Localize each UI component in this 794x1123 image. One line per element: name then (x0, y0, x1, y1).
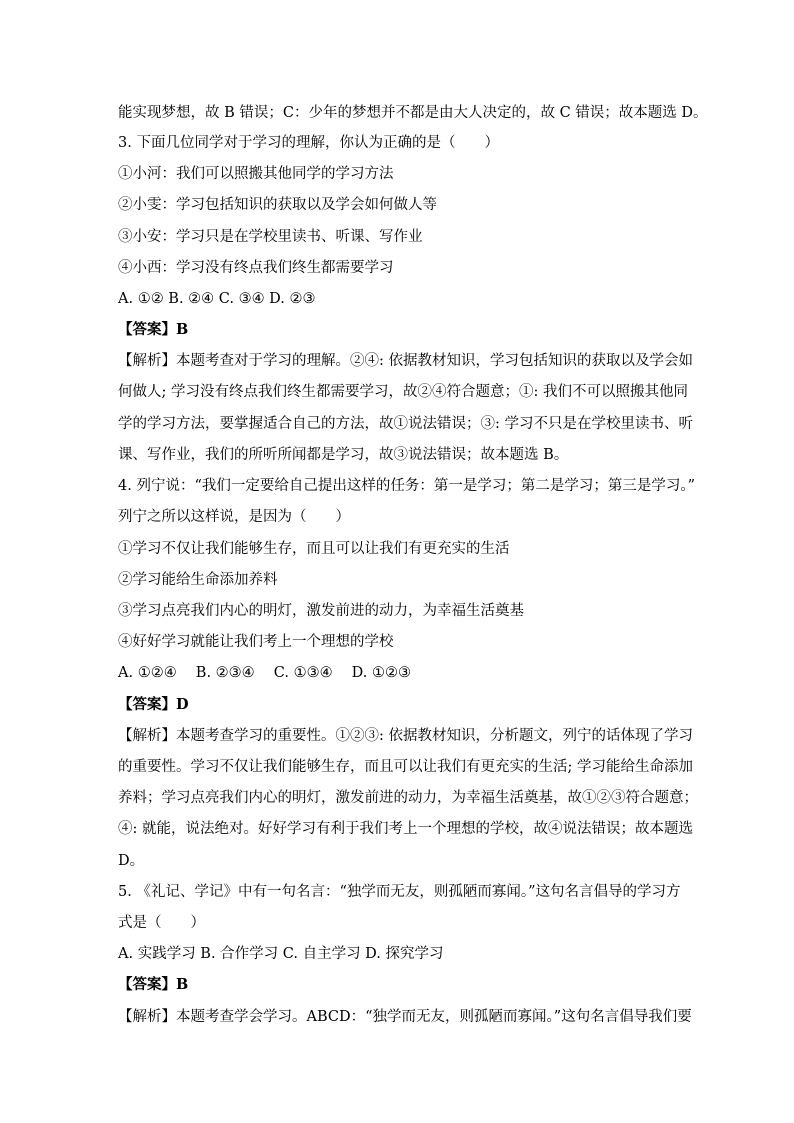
question-4-analysis-line-2: 的重要性。学习不仅让我们能够生存，而且可以让我们有更充实的生活; 学习能给生命添加 (118, 759, 693, 775)
question-4-statement-1: ①学习不仅让我们能够生存，而且可以让我们有更充实的生活 (118, 541, 510, 557)
question-3-analysis-line-3: 学的学习方法，要掌握适合自己的方法，故①说法错误；③: 学习不只是在学校里读书、听 (118, 416, 693, 432)
question-5-options: A. 实践学习 B. 合作学习 C. 自主学习 D. 探究学习 (118, 946, 444, 962)
question-4-statement-2: ②学习能给生命添加养料 (118, 572, 278, 588)
question-4-analysis-line-3: 养料；学习点亮我们内心的明灯，激发前进的动力，为幸福生活奠基，故①②③符合题意； (118, 790, 698, 806)
question-3-statement-4: ④小西：学习没有终点我们终生都需要学习 (118, 260, 394, 276)
question-5-answer: 【答案】B (118, 976, 189, 993)
question-3-analysis-line-1: 【解析】本题考查对于学习的理解。②④: 依据教材知识，学习包括知识的获取以及学会如 (118, 353, 693, 369)
question-3-statement-3: ③小安：学习只是在学校里读书、听课、写作业 (118, 229, 423, 245)
question-4-analysis-line-5: D。 (118, 853, 145, 869)
question-4-statement-3: ③学习点亮我们内心的明灯，激发前进的动力，为幸福生活奠基 (118, 603, 524, 619)
question-3-options: A. ①② B. ②④ C. ③④ D. ②③ (118, 291, 316, 307)
question-3-statement-2: ②小雯：学习包括知识的获取以及学会如何做人等 (118, 197, 437, 213)
question-3-analysis-line-2: 何做人; 学习没有终点我们终生都需要学习，故②④符合题意；①: 我们不可以照搬其他同 (118, 384, 688, 400)
question-5-stem-line-2: 式是（ ） (118, 915, 205, 931)
question-4-analysis-line-4: ④: 就能，说法绝对。好好学习有利于我们考上一个理想的学校，故④说法错误；故本题选 (118, 821, 693, 837)
question-4-statement-4: ④好好学习就能让我们考上一个理想的学校 (118, 634, 394, 650)
text-line-analysis-cont: 能实现梦想，故 B 错误；C：少年的梦想并不都是由大人决定的，故 C 错误；故本题选 D。 (118, 105, 708, 121)
question-4-answer: 【答案】D (118, 696, 189, 713)
question-3-stem: 3. 下面几位同学对于学习的理解，你认为正确的是（ ） (118, 135, 499, 151)
question-5-stem-line-1: 5. 《礼记、学记》中有一句名言：“独学而无友，则孤陋而寡闻。”这句名言倡导的学习方 (118, 884, 681, 900)
question-3-statement-1: ①小河：我们可以照搬其他同学的学习方法 (118, 166, 394, 182)
question-3-answer: 【答案】B (118, 321, 189, 338)
question-5-analysis-line-1: 【解析】本题考查学会学习。ABCD：“独学而无友，则孤陋而寡闻。”这句名言倡导我们要 (118, 1009, 692, 1025)
question-3-analysis-line-4: 课、写作业，我们的所听所闻都是学习，故③说法错误；故本题选 B。 (118, 447, 569, 463)
question-4-stem-line-1: 4. 列宁说：“我们一定要给自己提出这样的任务：第一是学习；第二是学习；第三是学习。” (118, 478, 696, 494)
question-4-options: A. ①②④ B. ②③④ C. ①③④ D. ①②③ (118, 665, 412, 681)
question-4-stem-line-2: 列宁之所以这样说，是因为（ ） (118, 509, 350, 525)
question-4-analysis-line-1: 【解析】本题考查学习的重要性。①②③: 依据教材知识，分析题文，列宁的话体现了学习 (118, 728, 693, 744)
